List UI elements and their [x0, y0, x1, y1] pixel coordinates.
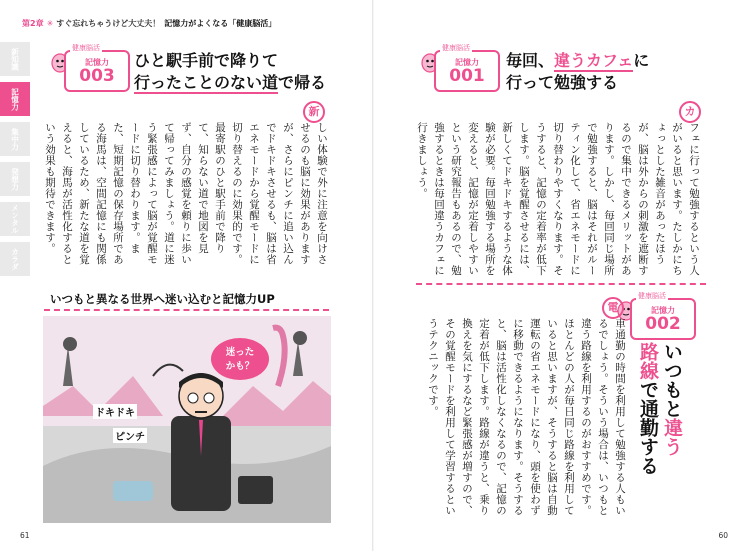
entry-001-title-hl: 違うカフェ — [554, 51, 634, 70]
entry-003-body: しい体験で外に注意を向けさせるのも脳に効果がありますが、さらにピンチに追い込んでドキドキさせるも、脳は省エネモードから覚醒モードに切り替えるのに効果的です。最寄駅のひと駅手前で降りて、知らない道で地図を見ず、自分の感覚を頼りに歩いて帰ってみましょう。道に迷う緊張感によって脳が覚醒モードに切り替わります。また、短期記憶の保存場所である海馬は、空間記憶にも関係しているため、新たな道を覚えると、海馬が活性化するという効果も期待できます。 — [44, 122, 328, 265]
entry-003-title-line2 — [134, 72, 354, 94]
side-tab-1[interactable]: 記憶力 — [0, 82, 30, 116]
chapter-subtitle: すぐ忘れちゃうけど大丈夫！ — [56, 19, 161, 28]
entry-002-circle — [602, 296, 624, 319]
entry-001-title-pre: 毎回、 — [506, 51, 555, 70]
badge-number: 003 — [79, 66, 115, 86]
side-tab-0[interactable]: 新知識 — [0, 42, 30, 76]
badge-label: 記憶力 — [455, 58, 479, 67]
entry-001-title-line1 — [506, 50, 726, 72]
chapter-label: 第2章 — [22, 19, 44, 28]
entry-003-title-rest: で帰る — [278, 73, 327, 92]
entry-002-title — [636, 342, 684, 502]
badge-tag: 健康脳活 — [638, 292, 666, 300]
badge-box — [630, 292, 696, 340]
badge-box — [64, 44, 130, 92]
badge-002 — [630, 292, 696, 340]
entry-001-body: フェに行って勉強するという人がいると思います。たしかにちょっとした雑音があったほうが、脳は外からの刺激を遮断するので集中できるメリットがあります。しかし、毎回同じ場所で勉強すると、脳はそれがルーティン化して、省エネモードに切り替わりやすくなります。そうすると、記憶の定着率が低下します。脳を覚醒させるには、新しくてドキドキするような体験が必要。毎回勉強する場所を変えると、記憶が定着しやすいという研究報告もあるので、勉強するときは毎回違うカフェに行きましょう。 — [416, 122, 700, 276]
entry-002-title-pre: いつもと — [661, 342, 683, 418]
badge-001 — [434, 44, 500, 92]
dash-divider — [416, 283, 706, 285]
chapter-title: 記憶力がよくなる「健康脳活」 — [164, 19, 277, 28]
speech-bubble: 迷った かも？ — [211, 338, 269, 380]
entry-001-circle — [679, 100, 701, 123]
entry-003-circle — [303, 100, 325, 123]
badge-tag: 健康脳活 — [72, 44, 100, 52]
right-page — [374, 0, 748, 551]
entry-003-title-underlined: 行ったことのない道 — [134, 73, 279, 92]
entry-002-title-hl2: 路線 — [637, 342, 659, 380]
badge-number: 001 — [449, 66, 485, 86]
entry-002-title-rest: で通勤する — [637, 380, 659, 475]
badge-box — [434, 44, 500, 92]
badge-label: 記憶力 — [651, 306, 675, 315]
illustration — [43, 316, 331, 523]
chapter-header — [22, 18, 276, 29]
star-icon: ✳ — [46, 19, 54, 28]
badge-label: 記憶力 — [85, 58, 109, 67]
section-title: いつもと異なる世界へ迷い込むと記憶力UP — [50, 292, 275, 306]
illustration-drawing — [43, 316, 331, 523]
entry-002-body: 車通勤の時間を利用して勉強する人もいるでしょう。そういう場合は、いつもと違う路線を利用するのがおすすめです。ほとんどの人が毎日同じ路線を利用していると思いますが、そうすると脳は自動運転の省エネモードになり、頭を使わずに移動できるようになります。そうすると、脳は活性化しなくなるので、記憶の定着が低下します。路線が違うと、乗り換えを気にするなど緊張感が増すので、その覚醒モードを利用して学習するというテクニックです。 — [427, 318, 626, 516]
side-tabs — [0, 42, 30, 282]
entry-001-title-post: に — [633, 51, 650, 70]
circle-char: 新 — [303, 101, 325, 123]
sfx-dokidoki: ドキドキ — [93, 404, 137, 419]
side-tab-4[interactable]: メンタル — [0, 202, 30, 236]
side-tab-2[interactable]: 集中力 — [0, 122, 30, 156]
badge-003 — [64, 44, 130, 92]
page-number-left: 61 — [20, 531, 30, 540]
circle-char: カ — [679, 101, 701, 123]
badge-number: 002 — [645, 314, 681, 334]
sfx-pinch: ピンチ — [113, 428, 147, 443]
entry-003-title-line1: ひと駅手前で降りて — [134, 51, 279, 70]
badge-tag: 健康脳活 — [442, 44, 470, 52]
side-tab-3[interactable]: 発想力 — [0, 162, 30, 196]
page-number-right: 60 — [718, 531, 728, 540]
entry-002-title-hl: 違う — [661, 418, 683, 456]
entry-001-title-line2: 行って勉強する — [506, 73, 619, 92]
side-tab-5[interactable]: カラダ — [0, 242, 30, 276]
dash-divider — [44, 309, 329, 311]
entry-003-title — [134, 50, 354, 94]
entry-001-title — [506, 50, 726, 94]
circle-char: 電 — [602, 297, 624, 319]
